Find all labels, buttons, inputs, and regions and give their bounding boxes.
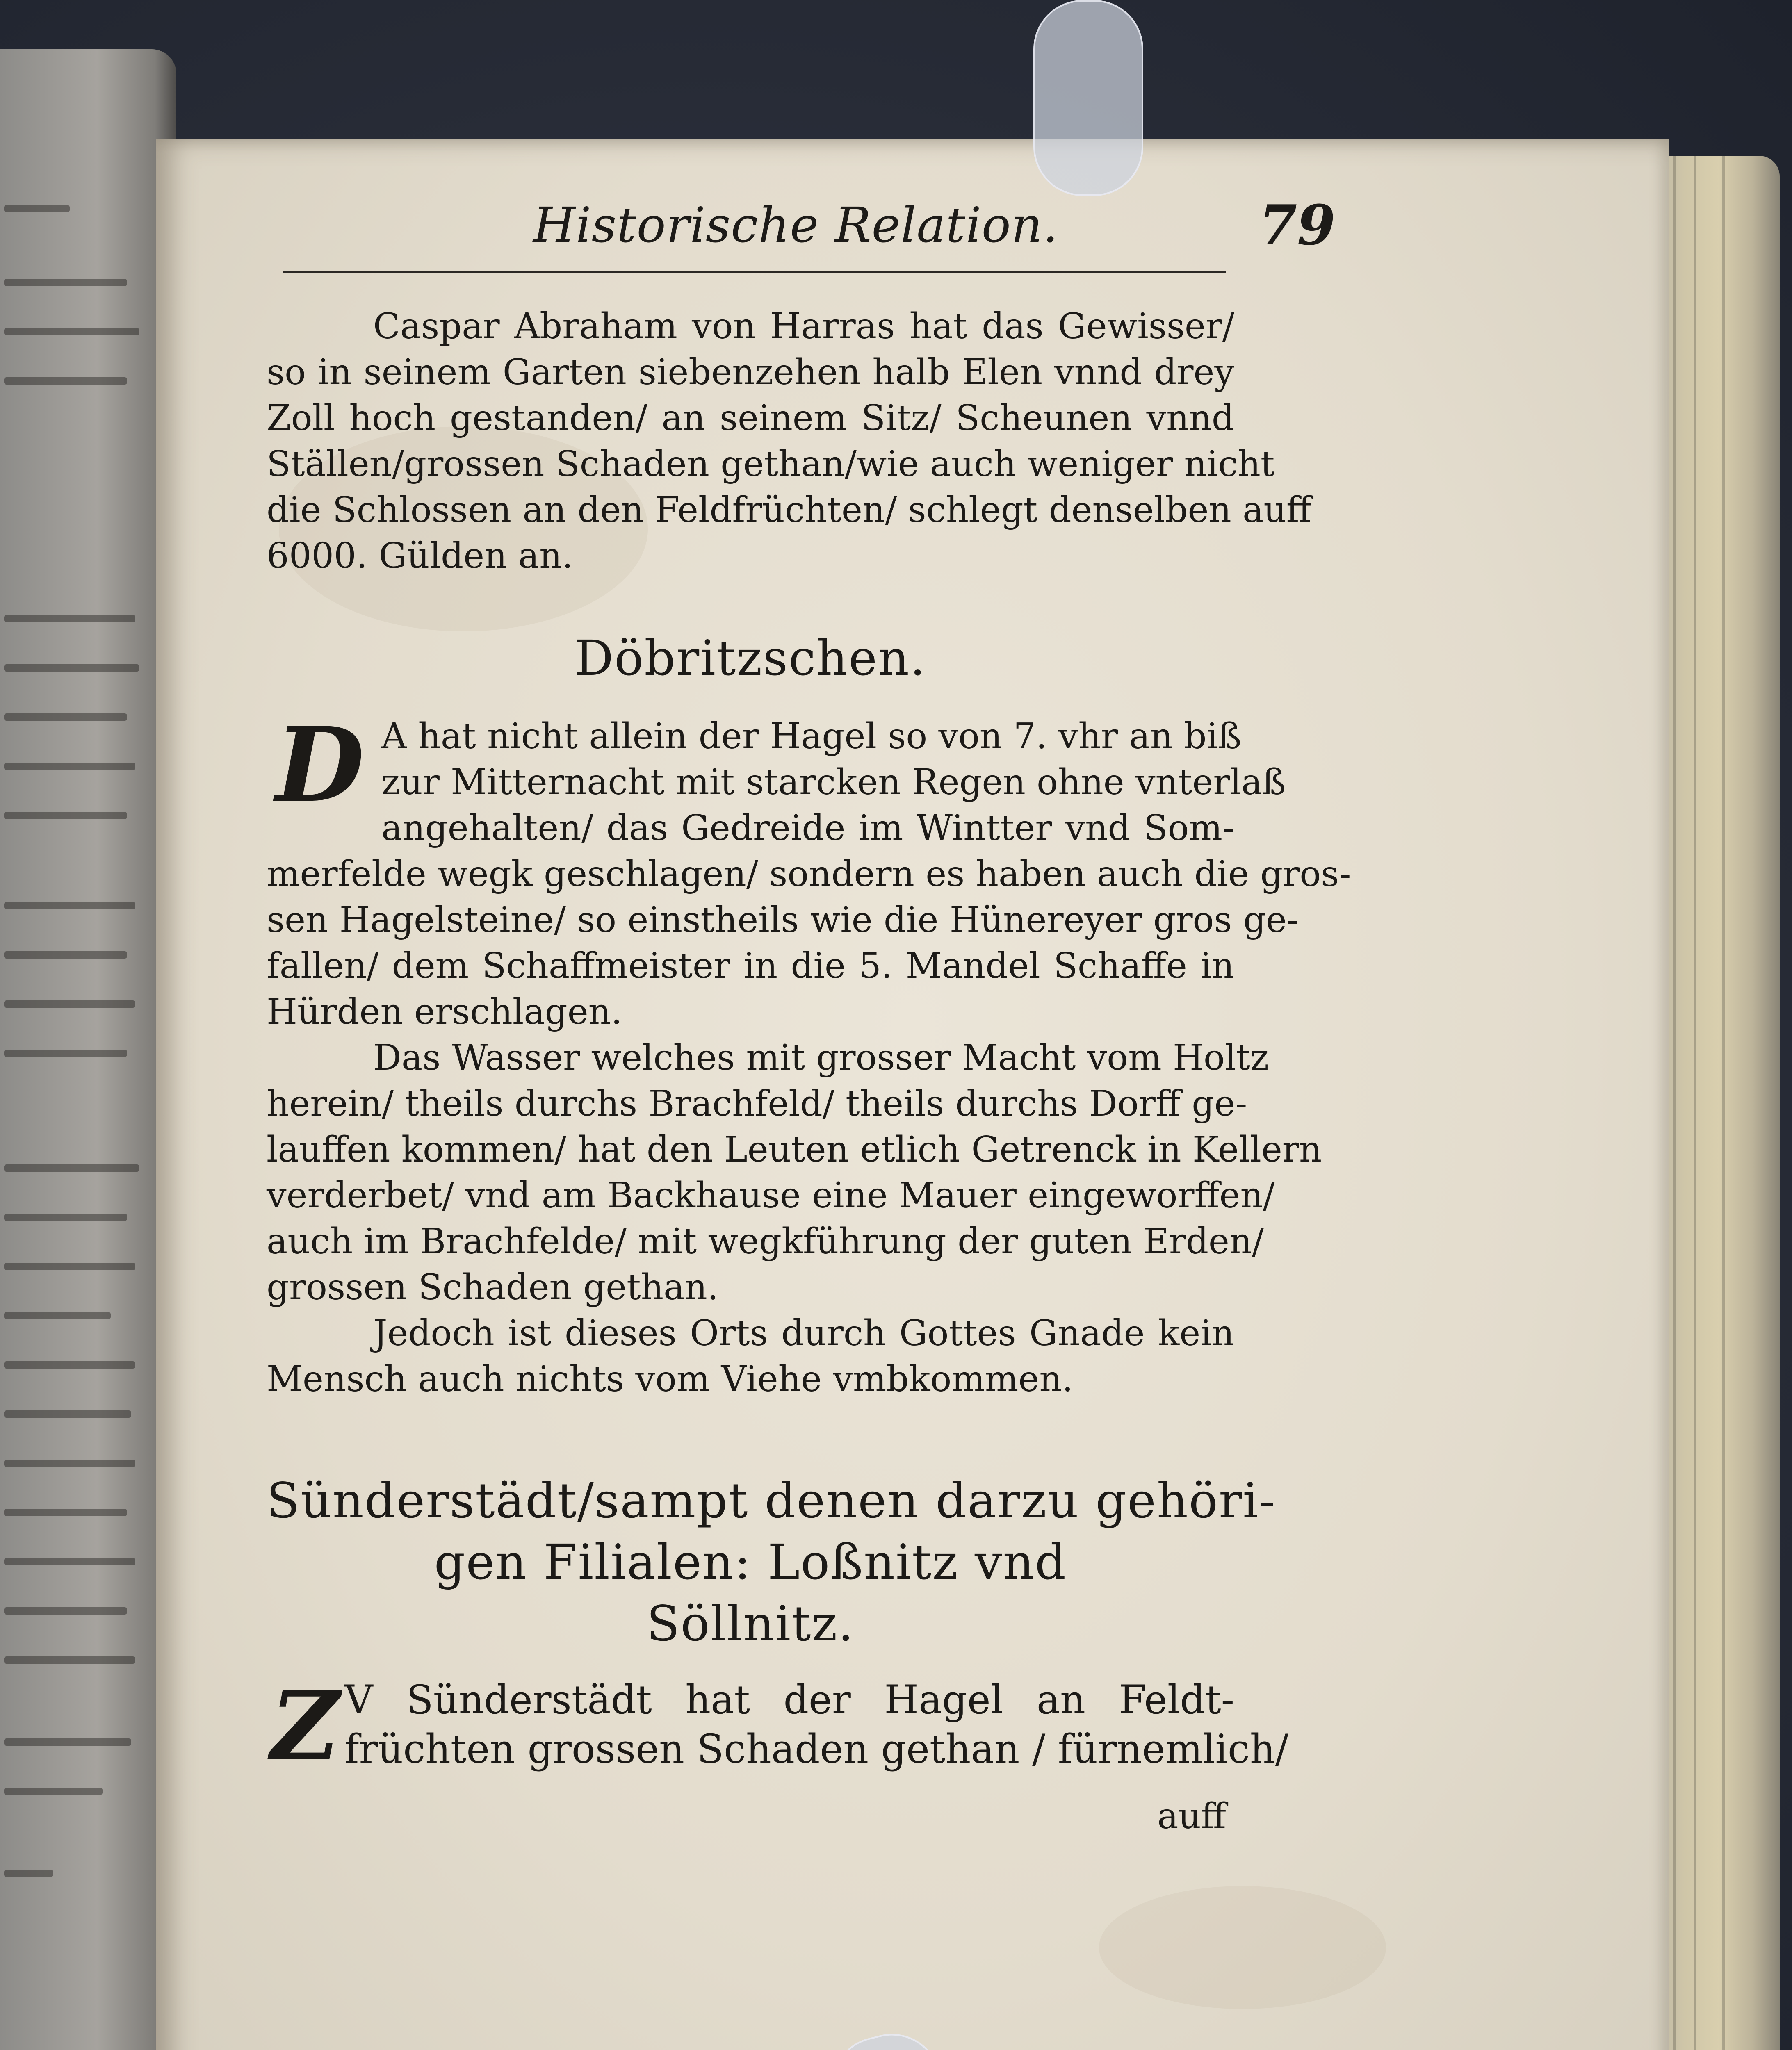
page-edge xyxy=(1673,156,1676,2050)
bleed-text xyxy=(4,713,127,721)
bleed-text xyxy=(4,1509,127,1516)
bleed-text xyxy=(4,1738,131,1746)
drop-cap: D xyxy=(275,704,365,825)
text-line: herein/ theils durchs Brachfeld/ theils durchs Dorff ge- xyxy=(267,1083,1247,1124)
bleed-text xyxy=(4,902,135,909)
top-clip xyxy=(1033,0,1143,196)
text-line: Jedoch ist dieses Orts durch Gottes Gnade kein xyxy=(373,1313,1234,1354)
bleed-text xyxy=(4,951,127,959)
text-line: die Schlossen an den Feldfrüchten/ schlegt denselben auff xyxy=(267,490,1311,531)
text-line: Mensch auch nichts vom Viehe vmbkommen. xyxy=(267,1359,1074,1400)
bleed-text xyxy=(4,1460,135,1467)
bleed-text xyxy=(4,1558,135,1565)
text-line: auch im Brachfelde/ mit wegkführung der guten Erden/ xyxy=(267,1221,1264,1262)
page-edge xyxy=(1722,156,1725,2050)
text-line: angehalten/ das Gedreide im Wintter vnd Som- xyxy=(381,808,1234,849)
header-rule xyxy=(283,271,1226,273)
bleed-text xyxy=(4,1361,135,1369)
section-heading-doebritzschen: Döbritzschen. xyxy=(575,630,926,686)
text-line: 6000. Gülden an. xyxy=(267,535,573,576)
bleed-text xyxy=(4,1000,135,1008)
bleed-text xyxy=(4,328,139,335)
paper-stain xyxy=(1099,1886,1386,2009)
bleed-text xyxy=(4,812,127,819)
bleed-text xyxy=(4,664,139,672)
bleed-text xyxy=(4,1870,53,1877)
bleed-text xyxy=(4,1656,135,1664)
bleed-text xyxy=(4,1263,135,1270)
text-line: zur Mitternacht mit starcken Regen ohne vnterlaß xyxy=(381,762,1286,803)
catchword: auff xyxy=(1157,1796,1226,1837)
section-heading-line: gen Filialen: Loßnitz vnd xyxy=(434,1534,1067,1590)
section-heading-line: Söllnitz. xyxy=(646,1595,855,1652)
text-line: grossen Schaden gethan. xyxy=(267,1267,719,1308)
page-number: 79 xyxy=(1259,193,1336,257)
bleed-text xyxy=(4,1410,131,1418)
text-line: V Sünderstädt hat der Hagel an Feldt- xyxy=(344,1677,1234,1723)
text-line: früchten grossen Schaden gethan / fürnemlich/ xyxy=(344,1726,1288,1772)
page-edge xyxy=(1694,156,1696,2050)
bleed-text xyxy=(4,1312,111,1319)
text-line: Caspar Abraham von Harras hat das Gewisser/ xyxy=(373,306,1234,347)
bleed-text xyxy=(4,1214,127,1221)
bleed-text xyxy=(4,279,127,286)
text-line: Hürden erschlagen. xyxy=(267,991,622,1032)
bleed-text xyxy=(4,1050,127,1057)
text-line: so in seinem Garten siebenzehen halb Elen vnnd drey xyxy=(267,352,1234,393)
paragraph-doebritzschen xyxy=(267,704,1351,1447)
text-line: A hat nicht allein der Hagel so von 7. vhr an biß xyxy=(381,716,1242,757)
bleed-text xyxy=(4,615,135,622)
bleed-text xyxy=(4,1164,139,1172)
text-line: Zoll hoch gestanden/ an seinem Sitz/ Scheunen vnnd xyxy=(267,398,1234,439)
text-line: Das Wasser welches mit grosser Macht vom Holtz xyxy=(373,1037,1269,1078)
text-line: fallen/ dem Schaffmeister in die 5. Mandel Schaffe in xyxy=(267,945,1234,986)
text-line: Ställen/grossen Schaden gethan/wie auch weniger nicht xyxy=(267,444,1275,485)
text-line: verderbet/ vnd am Backhause eine Mauer eingeworffen/ xyxy=(267,1175,1275,1216)
paragraph-harras xyxy=(267,303,1311,582)
text-line: merfelde wegk geschlagen/ sondern es haben auch die gros- xyxy=(267,854,1351,895)
section-heading-line: Sünderstädt/sampt denen darzu gehöri- xyxy=(267,1472,1277,1529)
paragraph-suenderstaedt xyxy=(267,1671,1288,1781)
bleed-text xyxy=(4,377,127,385)
bleed-text xyxy=(4,1607,127,1615)
bleed-text xyxy=(4,205,70,212)
facing-page-edge xyxy=(0,49,176,2050)
bleed-text xyxy=(4,763,135,770)
running-head: Historische Relation. xyxy=(533,197,1059,253)
text-line: lauffen kommen/ hat den Leuten etlich Getrenck in Kellern xyxy=(267,1129,1322,1170)
drop-cap: Z xyxy=(271,1671,340,1781)
text-line: sen Hagelsteine/ so einstheils wie die Hünereyer gros ge- xyxy=(267,900,1299,941)
bleed-text xyxy=(4,1788,103,1795)
